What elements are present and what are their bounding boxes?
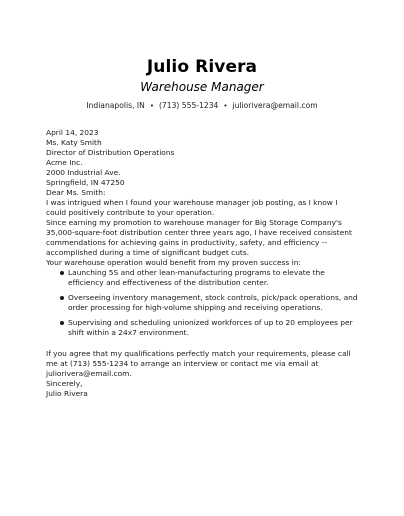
list-item: [46, 318, 368, 338]
paragraph-line: Since earning my promotion to warehouse manager for Big Storage Company's: [46, 218, 342, 227]
bullet-separator-icon: •: [149, 102, 154, 110]
paragraph-line: Your warehouse operation would benefit from my proven success in:: [46, 258, 301, 267]
salutation: Dear Ms. Smith:: [46, 188, 106, 197]
paragraph-line: commendations for achieving gains in productivity, safety, and efficiency --: [46, 238, 328, 247]
list-item: [46, 293, 368, 313]
paragraph-line: 35,000-square-foot distribution center three years ago, I have received consistent: [46, 228, 352, 237]
signature-name: Julio Rivera: [46, 389, 88, 398]
bullet-icon: [60, 271, 64, 275]
paragraph-line: juliorivera@email.com.: [46, 369, 132, 378]
list-item-line: efficiency and effectiveness of the distribution center.: [68, 278, 269, 287]
paragraph-line: accomplished during a time of significant budget cuts.: [46, 248, 250, 257]
body-paragraph: [46, 258, 368, 268]
letter-body: [46, 128, 368, 399]
letter-date: April 14, 2023: [46, 128, 99, 137]
signature-block: [46, 379, 368, 399]
bullet-icon: [60, 296, 64, 300]
paragraph-line: could positively contribute to your operation.: [46, 208, 215, 217]
recipient-block: [46, 138, 368, 188]
applicant-job-title: Warehouse Manager: [140, 80, 264, 94]
list-item: [46, 268, 368, 288]
recipient-line: Director of Distribution Operations: [46, 148, 175, 157]
recipient-line: Springfield, IN 47250: [46, 178, 125, 187]
recipient-line: Ms. Katy Smith: [46, 138, 102, 147]
bullet-icon: [60, 321, 64, 325]
sign-off: Sincerely,: [46, 379, 83, 388]
list-item-line: Launching 5S and other lean-manufacturing programs to elevate the: [68, 268, 325, 277]
recipient-line: Acme Inc.: [46, 158, 83, 167]
closing-paragraph: [46, 349, 368, 379]
contact-email: juliorivera@email.com: [232, 101, 318, 110]
list-item-line: shift within a 24x7 environment.: [68, 328, 189, 337]
list-item-line: Overseeing inventory management, stock controls, pick/pack operations, and: [68, 293, 358, 302]
achievements-list: [46, 268, 368, 338]
paragraph-line: me at (713) 555-1234 to arrange an interview or contact me via email at: [46, 359, 319, 368]
paragraph-line: I was intrigued when I found your warehouse manager job posting, as I know I: [46, 198, 338, 207]
applicant-name: Julio Rivera: [146, 57, 258, 77]
paragraph-line: If you agree that my qualifications perfectly match your requirements, please call: [46, 349, 351, 358]
body-paragraph: [46, 198, 368, 218]
bullet-separator-icon: •: [223, 102, 228, 110]
list-item-line: order processing for high-volume shipping and receiving operations.: [68, 303, 323, 312]
recipient-line: 2000 Industrial Ave.: [46, 168, 121, 177]
contact-phone: (713) 555-1234: [158, 101, 219, 110]
list-item-line: Supervising and scheduling unionized workforces of up to 20 employees per: [68, 318, 353, 327]
contact-line: [0, 101, 404, 110]
contact-location: Indianapolis, IN: [86, 101, 145, 110]
body-paragraph: [46, 218, 368, 258]
